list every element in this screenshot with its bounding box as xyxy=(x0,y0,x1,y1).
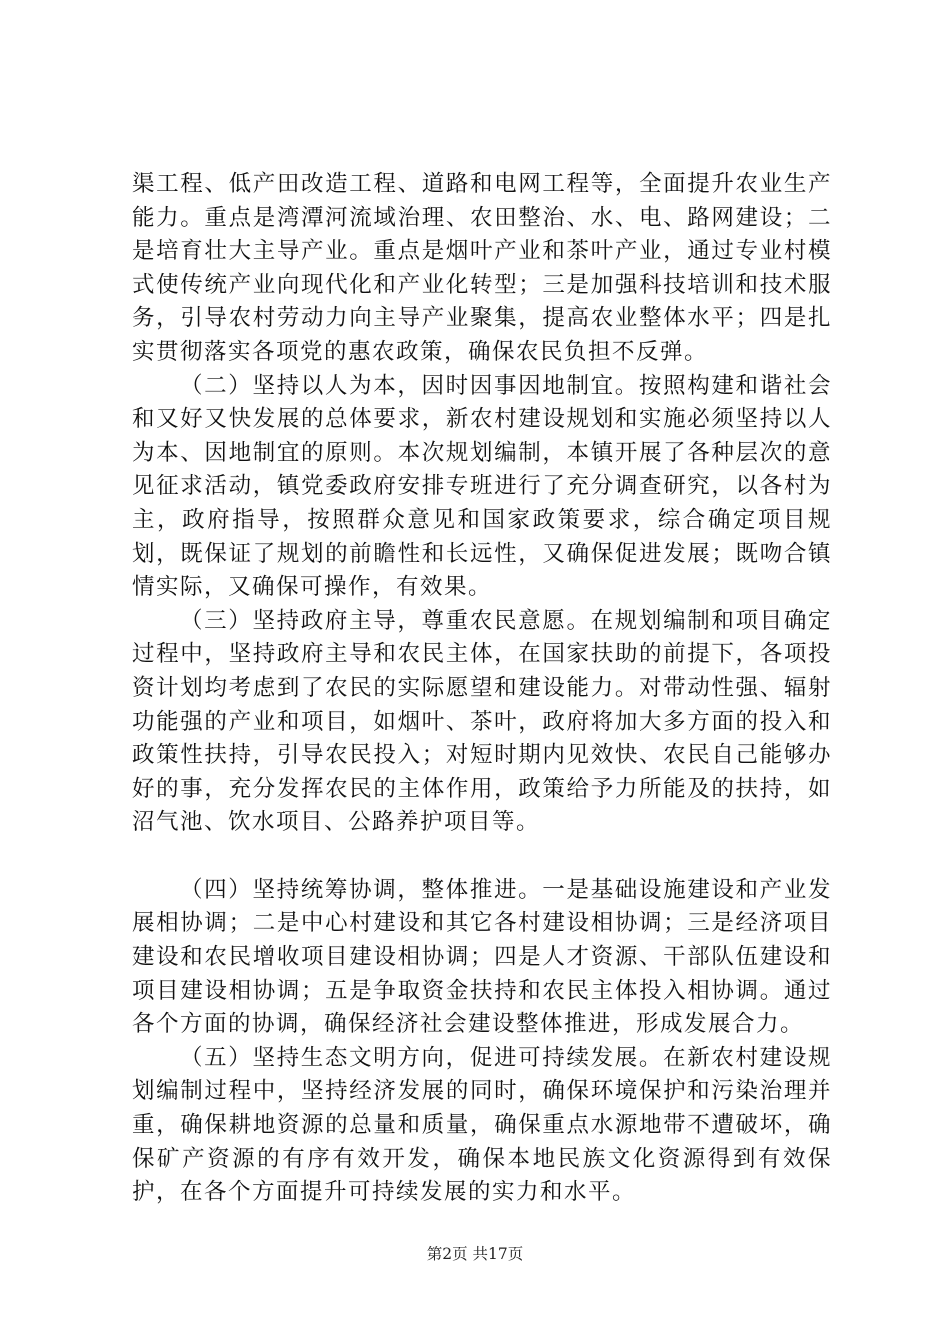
document-body xyxy=(132,168,832,1210)
paragraph-3-government-led: （三）坚持政府主导，尊重农民意愿。在规划编制和项目确定过程中，坚持政府主导和农民主体，在国家扶助的前提下，各项投资计划均考虑到了农民的实际愿望和建设能力。对带动性强、辐射功能强的产业和项目，如烟叶、茶叶，政府将加大多方面的投入和政策性扶持，引导农民投入；对短时期内见效快、农民自己能够办好的事，充分发挥农民的主体作用，政策给予力所能及的扶持，如沼气池、饮水项目、公路养护项目等。 xyxy=(132,607,832,836)
page-number-footer: 第2页 共17页 xyxy=(426,1245,524,1263)
paragraph-4-coordination: （四）坚持统筹协调，整体推进。一是基础设施建设和产业发展相协调；二是中心村建设和其它各村建设相协调；三是经济项目建设和农民增收项目建设相协调；四是人才资源、干部队伍建设和项目建设相协调；五是争取资金扶持和农民主体投入相协调。通过各个方面的协调，确保经济社会建设整体推进，形成发展合力。 xyxy=(132,876,832,1038)
paragraph-continued: 渠工程、低产田改造工程、道路和电网工程等，全面提升农业生产能力。重点是湾潭河流域治理、农田整治、水、电、路网建设；二是培育壮大主导产业。重点是烟叶产业和茶叶产业，通过专业村模式使传统产业向现代化和产业化转型；三是加强科技培训和技术服务，引导农村劳动力向主导产业聚集，提高农业整体水平；四是扎实贯彻落实各项党的惠农政策，确保农民负担不反弹。 xyxy=(132,171,832,365)
paragraph-2-people-oriented: （二）坚持以人为本，因时因事因地制宜。按照构建和谐社会和又好又快发展的总体要求，新农村建设规划和实施必须坚持以人为本、因地制宜的原则。本次规划编制，本镇开展了各种层次的意见征求活动，镇党委政府安排专班进行了充分调查研究，以各村为主，政府指导，按照群众意见和国家政策要求，综合确定项目规划，既保证了规划的前瞻性和长远性，又确保促进发展；既吻合镇情实际，又确保可操作，有效果。 xyxy=(132,372,832,601)
paragraph-5-ecological: （五）坚持生态文明方向，促进可持续发展。在新农村建设规划编制过程中，坚持经济发展的同时，确保环境保护和污染治理并重，确保耕地资源的总量和质量，确保重点水源地带不遭破坏，确保矿产资源的有序有效开发，确保本地民族文化资源得到有效保护，在各个方面提升可持续发展的实力和水平。 xyxy=(132,1044,832,1206)
